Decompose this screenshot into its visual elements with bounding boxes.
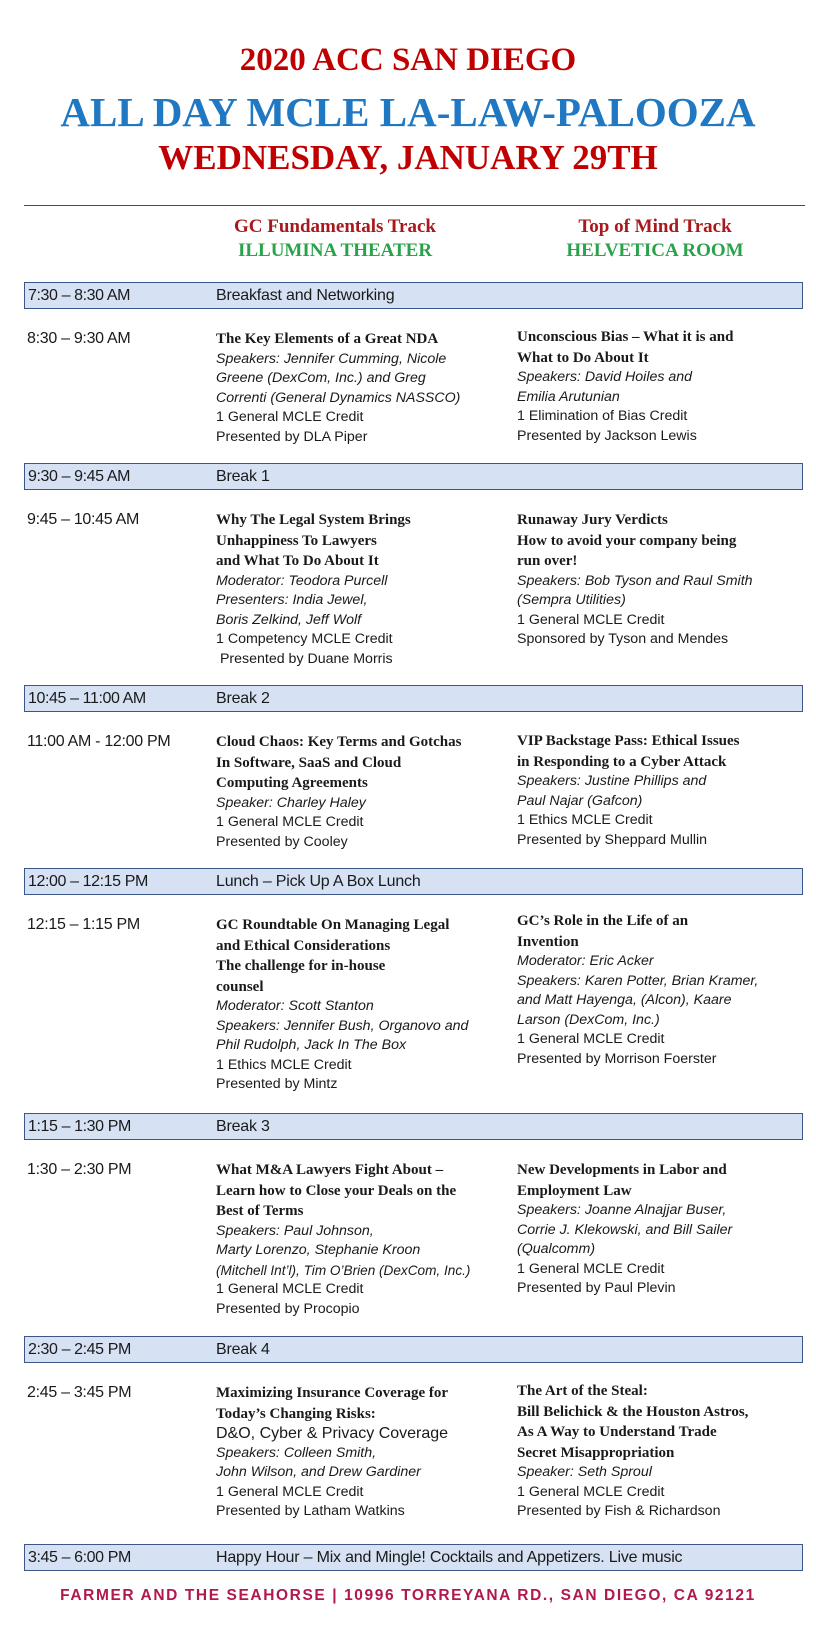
session-left (216, 329, 508, 447)
bar-time: 7:30 – 8:30 AM (28, 287, 131, 304)
session-speakers: Speakers: Justine Phillips and (517, 773, 707, 789)
session-speakers: Speakers: Karen Potter, Brian Kramer, (517, 972, 759, 989)
session-title: Unconscious Bias – What it is and (517, 329, 734, 345)
bar-label: Break 3 (216, 1118, 270, 1135)
session-speakers: Moderator: Eric Acker (517, 953, 654, 969)
session-title: What M&A Lawyers Fight About – (216, 1162, 444, 1178)
track-header-left (210, 215, 460, 263)
schedule-bar-breakfast (24, 282, 803, 309)
session-speakers: Speakers: David Hoiles and (517, 369, 693, 385)
session-title: What to Do About It (517, 349, 649, 366)
session-credit: 1 General MCLE Credit (216, 409, 364, 425)
bar-label: Breakfast and Networking (216, 287, 395, 304)
track-room: ILLUMINA THEATER (237, 240, 433, 261)
session-speakers: (Mitchell Int’l), Tim O’Brien (DexCom, Inc.) (216, 1262, 471, 1278)
session-time: 8:30 – 9:30 AM (27, 330, 131, 347)
bar-time: 10:45 – 11:00 AM (28, 690, 146, 707)
bar-label (216, 1545, 682, 1571)
session-title: In Software, SaaS and Cloud (216, 754, 402, 771)
session-presenter: Presented by Sheppard Mullin (517, 831, 708, 848)
session-time: 11:00 AM - 12:00 PM (27, 733, 171, 750)
bar-label: Break 1 (216, 468, 270, 485)
session-presenter: Presented by Mintz (216, 1076, 338, 1092)
session-time: 1:30 – 2:30 PM (27, 1161, 132, 1178)
session-title: Employment Law (517, 1182, 632, 1199)
session-left (216, 510, 508, 669)
session-title: and What To Do About It (216, 553, 379, 569)
session-title: GC Roundtable On Managing Legal (216, 917, 450, 933)
session-speakers: Moderator: Scott Stanton (216, 998, 374, 1014)
session-title: run over! (517, 553, 578, 569)
session-title: Computing Agreements (216, 775, 368, 791)
bar-label-main: Happy Hour – Mix and Mingle! (216, 1549, 426, 1566)
session-title: New Developments in Labor and (517, 1162, 727, 1178)
session-credit: 1 Ethics MCLE Credit (517, 812, 653, 828)
session-title: Maximizing Insurance Coverage for (216, 1385, 449, 1401)
venue-footer: FARMER AND THE SEAHORSE | 10996 TORREYANA RD., SAN DIEGO, CA 92121 (60, 1587, 756, 1604)
session-speakers: Marty Lorenzo, Stephanie Kroon (216, 1242, 421, 1258)
session-credit: 1 General MCLE Credit (517, 1260, 665, 1277)
schedule-bar-break2 (24, 685, 803, 712)
session-title: Bill Belichick & the Houston Astros, (517, 1403, 749, 1420)
event-name-title: ALL DAY MCLE LA-LAW-PALOOZA (60, 89, 756, 135)
session-presenter: Presented by Cooley (216, 833, 348, 850)
session-title: Secret Misappropriation (517, 1444, 675, 1461)
session-speakers: Phil Rudolph, Jack In The Box (216, 1037, 407, 1053)
session-title: Why The Legal System Brings (216, 512, 411, 528)
session-right (517, 731, 807, 850)
session-right (517, 510, 807, 650)
bar-time: 3:45 – 6:00 PM (28, 1549, 131, 1566)
session-speakers: Boris Zelkind, Jeff Wolf (216, 611, 362, 628)
session-time: 9:45 – 10:45 AM (27, 511, 140, 528)
session-left (216, 1383, 508, 1522)
session-title: How to avoid your company being (517, 532, 737, 549)
session-credit: 1 General MCLE Credit (216, 814, 364, 830)
event-year-title: 2020 ACC SAN DIEGO (239, 42, 577, 78)
session-speakers: Speakers: Jennifer Cumming, Nicole (216, 350, 447, 367)
session-speakers: Correnti (General Dynamics NASSCO) (216, 389, 461, 406)
session-presenter: Presented by Paul Plevin (517, 1280, 676, 1296)
session-title: Cloud Chaos: Key Terms and Gotchas (216, 734, 462, 750)
session-credit: 1 Elimination of Bias Credit (517, 408, 688, 424)
session-speakers: Speakers: Colleen Smith, (216, 1444, 377, 1461)
session-speakers: Moderator: Teodora Purcell (216, 572, 388, 589)
session-title: counsel (216, 978, 264, 995)
session-title: VIP Backstage Pass: Ethical Issues (517, 733, 740, 749)
session-credit: 1 General MCLE Credit (216, 1483, 364, 1500)
session-credit: 1 General MCLE Credit (517, 1031, 665, 1047)
session-right (517, 1381, 807, 1522)
session-speakers: (Qualcomm) (517, 1241, 596, 1257)
session-speakers: Speaker: Seth Sproul (517, 1464, 652, 1480)
bar-time: 1:15 – 1:30 PM (28, 1118, 131, 1135)
session-title: Runaway Jury Verdicts (517, 512, 668, 528)
bar-label: Break 4 (216, 1341, 270, 1358)
session-title: Today’s Changing Risks: (216, 1405, 376, 1422)
schedule-bar-happy-hour (24, 1544, 803, 1571)
bar-label: Break 2 (216, 690, 270, 707)
schedule-bar-break1 (24, 463, 803, 490)
session-speakers: John Wilson, and Drew Gardiner (216, 1464, 421, 1480)
session-speakers: Speakers: Jennifer Bush, Organovo and (216, 1017, 469, 1034)
track-name: GC Fundamentals Track (234, 216, 436, 237)
session-speakers: Paul Najar (Gafcon) (517, 792, 643, 809)
track-header-right (530, 215, 780, 263)
session-credit: 1 General MCLE Credit (517, 611, 665, 628)
session-presenter: Presented by Procopio (216, 1300, 360, 1317)
session-right (517, 911, 807, 1069)
session-speakers: (Sempra Utilities) (517, 592, 626, 608)
schedule-bar-lunch (24, 868, 803, 895)
header-divider (24, 205, 805, 206)
track-room: HELVETICA ROOM (566, 240, 744, 261)
session-speakers: Presenters: India Jewel, (216, 592, 368, 608)
session-subtitle: D&O, Cyber & Privacy Coverage (216, 1425, 449, 1442)
session-presenter: Presented by Morrison Foerster (517, 1050, 717, 1067)
session-speakers: Emilia Arutunian (517, 388, 620, 405)
session-presenter: Presented by DLA Piper (216, 428, 368, 445)
schedule-bar-break4 (24, 1336, 803, 1363)
bar-label: Lunch – Pick Up A Box Lunch (216, 873, 421, 890)
session-speakers: Larson (DexCom, Inc.) (517, 1011, 660, 1028)
session-presenter: Presented by Jackson Lewis (517, 427, 697, 444)
session-title: Invention (517, 933, 579, 950)
session-presenter: Presented by Latham Watkins (216, 1503, 405, 1519)
session-title: GC’s Role in the Life of an (517, 913, 689, 929)
track-name: Top of Mind Track (578, 216, 732, 237)
bar-time: 9:30 – 9:45 AM (28, 468, 131, 485)
session-title: The challenge for in-house (216, 958, 386, 974)
bar-time: 2:30 – 2:45 PM (28, 1341, 131, 1358)
bar-time: 12:00 – 12:15 PM (28, 873, 148, 890)
session-speakers: Speakers: Paul Johnson, (216, 1222, 374, 1239)
session-left (216, 915, 508, 1095)
bar-label-extra: Cocktails and Appetizers. Live music (429, 1549, 683, 1566)
session-title: and Ethical Considerations (216, 937, 391, 954)
session-title: The Art of the Steal: (517, 1383, 648, 1399)
session-credit: 1 Ethics MCLE Credit (216, 1056, 352, 1073)
session-right (517, 1160, 807, 1299)
session-credit: 1 General MCLE Credit (517, 1483, 665, 1500)
session-credit: 1 General MCLE Credit (216, 1281, 364, 1297)
session-title: As A Way to Understand Trade (517, 1424, 717, 1440)
event-date-title: WEDNESDAY, JANUARY 29TH (158, 138, 658, 177)
session-speakers: Speaker: Charley Haley (216, 794, 366, 811)
session-presenter: Presented by Duane Morris (216, 650, 393, 667)
session-presenter: Sponsored by Tyson and Mendes (517, 631, 729, 647)
session-title: The Key Elements of a Great NDA (216, 331, 439, 347)
session-speakers: and Matt Hayenga, (Alcon), Kaare (517, 992, 732, 1008)
session-right (517, 327, 807, 446)
schedule-bar-break3 (24, 1113, 803, 1140)
session-title: Best of Terms (216, 1203, 304, 1219)
session-speakers: Corrie J. Klekowski, and Bill Sailer (517, 1221, 733, 1238)
session-credit: 1 Competency MCLE Credit (216, 631, 393, 647)
session-title: Unhappiness To Lawyers (216, 532, 377, 549)
session-time: 2:45 – 3:45 PM (27, 1384, 132, 1401)
session-left (216, 732, 508, 852)
session-time: 12:15 – 1:15 PM (27, 916, 140, 933)
session-left (216, 1160, 508, 1319)
session-title: Learn how to Close your Deals on the (216, 1182, 457, 1199)
session-title: in Responding to a Cyber Attack (517, 753, 727, 770)
session-presenter: Presented by Fish & Richardson (517, 1503, 721, 1519)
session-speakers: Greene (DexCom, Inc.) and Greg (216, 370, 426, 386)
session-speakers: Speakers: Bob Tyson and Raul Smith (517, 572, 753, 589)
session-speakers: Speakers: Joanne Alnajjar Buser, (517, 1202, 727, 1218)
